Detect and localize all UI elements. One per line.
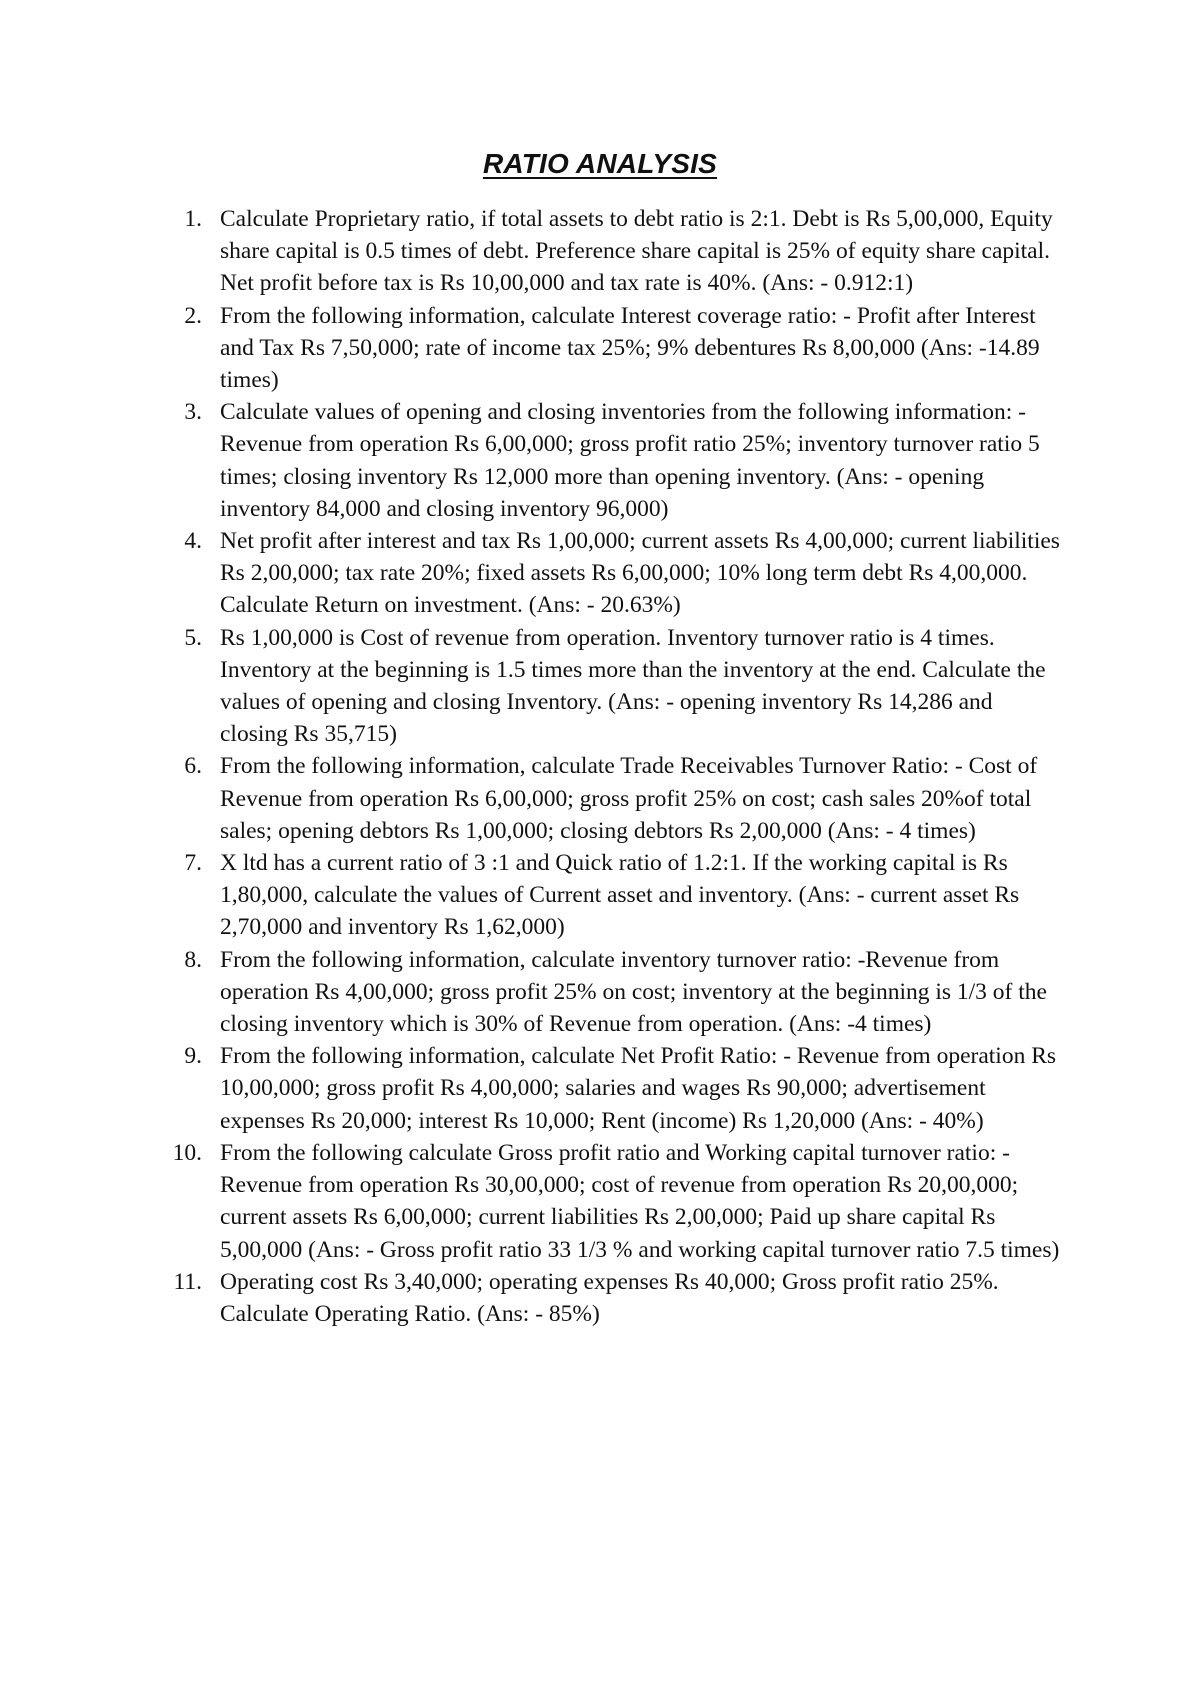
item-text: Net profit after interest and tax Rs 1,00,000; current assets Rs 4,00,000; current liabilities Rs 2,00,000; tax rate 20%; fixed assets Rs 6,00,000; 10% long term debt Rs 4,00,000. Calculate Return on investment. (Ans: - 20.63%) [220,528,1060,619]
list-item [160,1040,1065,1137]
item-text: From the following information, calculate Interest coverage ratio: - Profit after Interest and Tax Rs 7,50,000; rate of income tax 25%; 9% debentures Rs 8,00,000 (Ans: -14.89 times) [220,302,1040,394]
item-text: Calculate values of opening and closing inventories from the following information: - Revenue from operation Rs 6,00,000; gross profit ratio 25%; inventory turnover ratio 5 times; closing inventory Rs 12,000 more than opening inventory. (Ans: - opening inventory 84,000 and closing inventory 96,000) [220,399,1040,522]
list-item [160,944,1065,1041]
page-title: RATIO ANALYSIS [482,148,718,179]
item-text: Rs 1,00,000 is Cost of revenue from operation. Inventory turnover ratio is 4 times. Inventory at the beginning is 1.5 times more than the inventory at the end. Calculate the values of opening and closing Inventory. (Ans: - opening inventory Rs 14,286 and closing Rs 35,715) [220,624,1046,748]
list-item [160,396,1065,525]
item-number: 7. [184,850,202,877]
item-text: From the following information, calculate Trade Receivables Turnover Ratio: - Cost of Revenue from operation Rs 6,00,000; gross profit 25% on cost; cash sales 20%of total sales; opening debtors Rs 1,00,000; closing debtors Rs 2,00,000 (Ans: - 4 times) [220,753,1038,844]
item-text: From the following calculate Gross profit ratio and Working capital turnover ratio: -Revenue from operation Rs 30,00,000; cost of revenue from operation Rs 20,00,000; current assets Rs 6,00,000; current liabilities Rs 2,00,000; Paid up share capital Rs 5,00,000 (Ans: - Gross profit ratio 33 1/3 % and working capital turnover ratio 7.5 times) [220,1139,1060,1263]
list-item [160,203,1065,300]
item-number: 2. [184,302,202,329]
item-number: 8. [184,946,202,973]
list-item [160,750,1065,847]
item-number: 10. [172,1139,202,1166]
list-item [160,1266,1065,1330]
item-text: Operating cost Rs 3,40,000; operating expenses Rs 40,000; Gross profit ratio 25%. Calculate Operating Ratio. (Ans: - 85%) [220,1268,999,1327]
item-text: From the following information, calculate inventory turnover ratio: -Revenue from operation Rs 4,00,000; gross profit 25% on cost; inventory at the beginning is 1/3 of the closing inventory which is 30% of Revenue from operation. (Ans: -4 times) [220,946,1047,1038]
list-item [160,525,1065,622]
item-number: 3. [184,399,202,426]
list-item [160,1137,1065,1266]
question-list [160,203,1065,1330]
item-number: 6. [184,753,202,780]
item-number: 4. [184,528,202,555]
item-text: X ltd has a current ratio of 3 :1 and Quick ratio of 1.2:1. If the working capital is Rs 1,80,000, calculate the values of Current asset and inventory. (Ans: - current asset Rs 2,70,000 and inventory Rs 1,62,000) [220,850,1020,941]
item-number: 1. [184,206,202,232]
item-number: 9. [184,1043,202,1070]
item-number: 11. [173,1268,202,1295]
item-number: 5. [184,624,202,651]
list-item [160,847,1065,944]
list-item [160,622,1065,751]
item-text: From the following information, calculate Net Profit Ratio: - Revenue from operation Rs 10,00,000; gross profit Rs 4,00,000; salaries and wages Rs 90,000; advertisement expenses Rs 20,000; interest Rs 10,000; Rent (income) Rs 1,20,000 (Ans: - 40%) [220,1043,1057,1134]
list-item [160,300,1065,397]
item-text: Calculate Proprietary ratio, if total assets to debt ratio is 2:1. Debt is Rs 5,00,000, Equity share capital is 0.5 times of debt. Preference share capital is 25% of equity share capital. Net profit before tax is Rs 10,00,000 and tax rate is 40%. (Ans: - 0.912:1) [220,206,1053,297]
